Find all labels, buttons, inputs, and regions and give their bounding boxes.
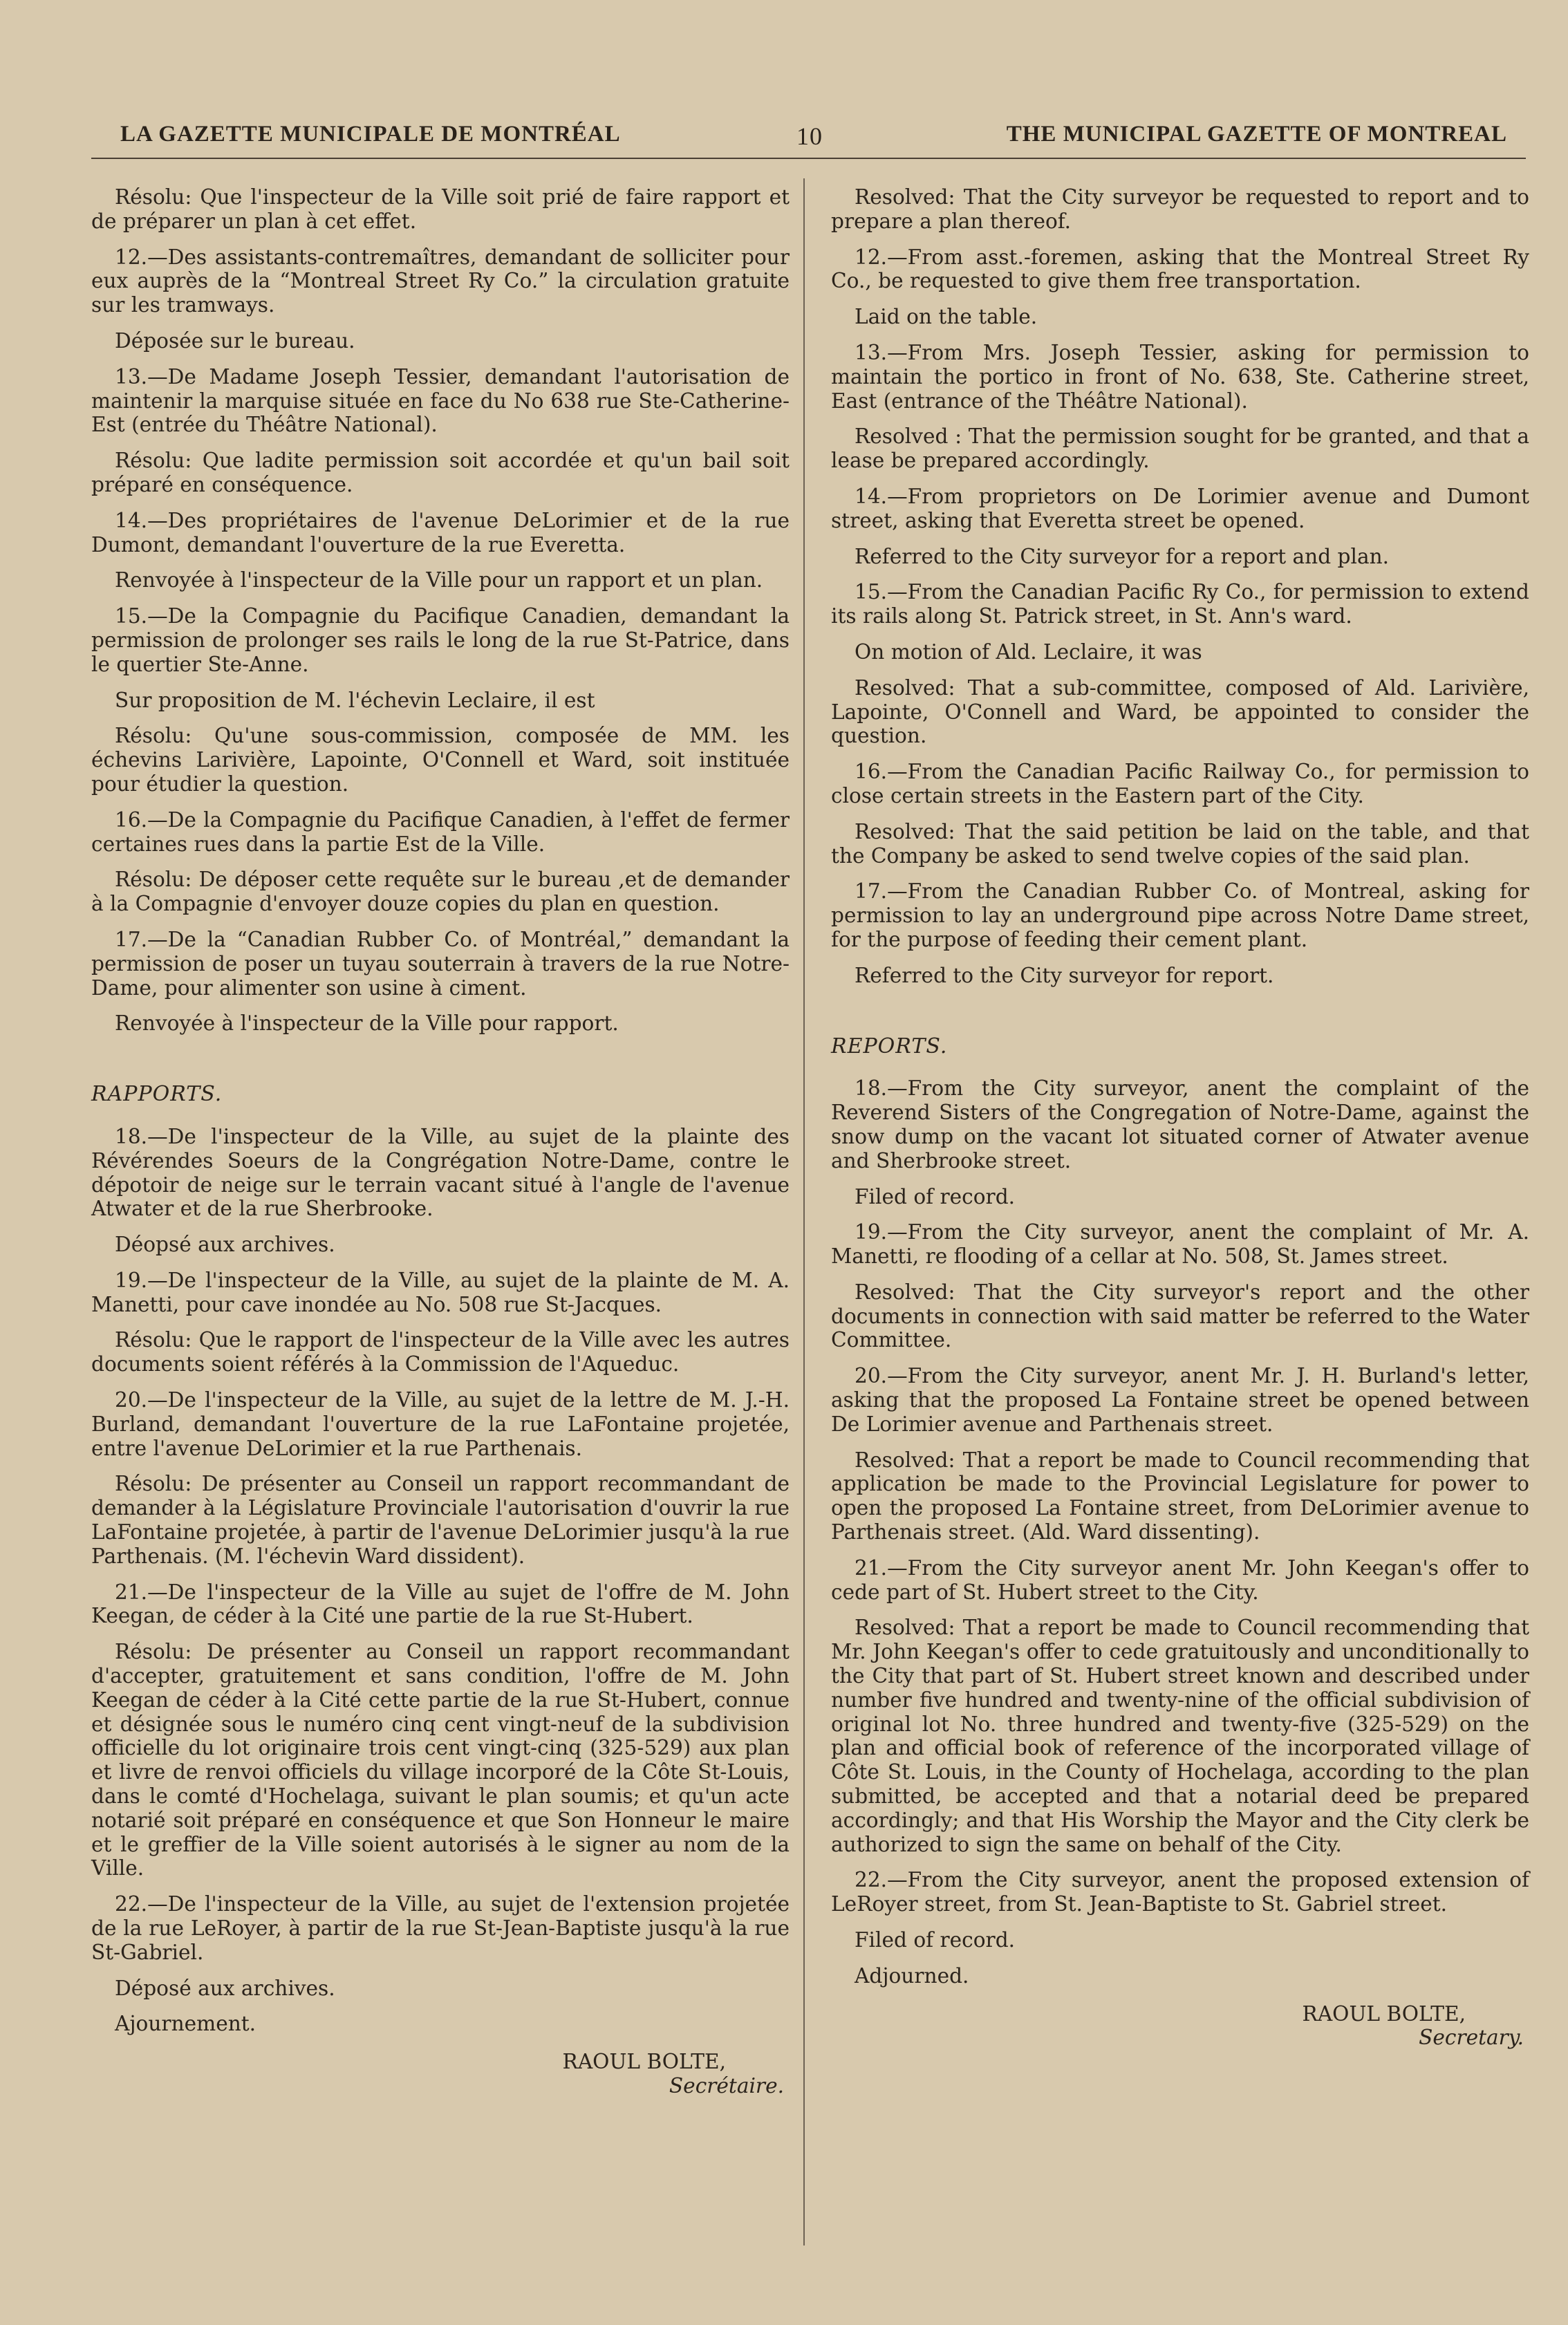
- paragraph: Resolved: That a sub-committee, composed of Ald. Larivière, Lapointe, O'Connell and Ward, be appointed to consider the question.: [831, 675, 1529, 748]
- paragraph: Déposé aux archives.: [115, 1976, 335, 2000]
- header-rule: [91, 158, 1526, 159]
- column-separator: [803, 178, 805, 2245]
- french-reports: [91, 1125, 790, 2036]
- paragraph: Résolu: Qu'une sous-commission, composée de MM. les échevins Larivière, Lapointe, O'Connell et Ward, soit instituée pour étudier la question.: [91, 724, 790, 796]
- paragraph: Resolved: That the said petition be laid on the table, and that the Company be asked to send twelve copies of the said plan.: [831, 819, 1529, 868]
- paragraph: Résolu: Que ladite permission soit accordée et qu'un bail soit préparé en conséquence.: [91, 449, 790, 496]
- paragraph: Resolved: That a report be made to Council recommending that application be made to the Provincial Legislature for power to open the proposed La Fontaine street, from DeLorimier avenue to Parthenais street. (Ald. Ward dissenting).: [831, 1448, 1529, 1544]
- paragraph: Renvoyée à l'inspecteur de la Ville pour un rapport et un plan.: [115, 568, 763, 592]
- paragraph: Ajournement.: [115, 2012, 256, 2036]
- paragraph: 18.—From the City surveyor, anent the complaint of the Reverend Sisters of the Congregation of Notre-Dame, against the snow dump on the vacant lot situated corner of Atwater avenue and Sherbrooke street.: [831, 1076, 1529, 1173]
- paragraph: Referred to the City surveyor for a report and plan.: [855, 544, 1390, 568]
- paragraph: Résolu: Que l'inspecteur de la Ville soit prié de faire rapport et de préparer un plan à cet effet.: [91, 185, 790, 233]
- paragraph: Sur proposition de M. l'échevin Leclaire, il est: [115, 688, 595, 712]
- paragraph: 14.—From proprietors on De Lorimier avenue and Dumont street, asking that Everetta street be opened.: [831, 484, 1529, 532]
- paragraph: Referred to the City surveyor for report.: [855, 963, 1274, 987]
- paragraph: 17.—From the Canadian Rubber Co. of Montreal, asking for permission to lay an underground pipe across Notre Dame street, for the purpose of feeding their cement plant.: [831, 879, 1529, 951]
- paragraph: 21.—De l'inspecteur de la Ville au sujet de l'offre de M. John Keegan, de céder à la Cité une partie de la rue St-Hubert.: [91, 1580, 790, 1628]
- french-signature: [91, 2050, 790, 2098]
- signature-name: RAOUL BOLTE,: [1302, 2001, 1466, 2026]
- paragraph: Filed of record.: [855, 1184, 1016, 1208]
- paragraph: 22.—From the City surveyor, anent the proposed extension of LeRoyer street, from St. Jean-Baptiste to St. Gabriel street.: [831, 1868, 1529, 1916]
- signature-name: RAOUL BOLTE,: [562, 2050, 726, 2074]
- paragraph: 15.—From the Canadian Pacific Ry Co., for permission to extend its rails along St. Patrick street, in St. Ann's ward.: [831, 580, 1529, 628]
- paragraph: Résolu: Que le rapport de l'inspecteur de la Ville avec les autres documents soient référés à la Commission de l'Aqueduc.: [91, 1328, 790, 1376]
- french-section-title: RAPPORTS.: [91, 1082, 223, 1107]
- paragraph: 22.—De l'inspecteur de la Ville, au sujet de l'extension projetée de la rue LeRoyer, à partir de la rue St-Jean-Baptiste jusqu'à la rue St-Gabriel.: [91, 1892, 790, 1964]
- paragraph: 18.—De l'inspecteur de la Ville, au sujet de la plainte des Révérendes Soeurs de la Congrégation Notre-Dame, contre le dépotoir de neige sur le terrain vacant situé à l'angle de l'avenue Atwater et de la rue Sherbrooke.: [91, 1124, 790, 1221]
- paragraph: 15.—De la Compagnie du Pacifique Canadien, demandant la permission de prolonger ses rails le long de la rue St-Patrice, dans le quertier Ste-Anne.: [91, 604, 790, 676]
- english-reports: [831, 1076, 1529, 1988]
- paragraph: Resolved : That the permission sought for be granted, and that a lease be prepared accordingly.: [831, 424, 1529, 473]
- english-minutes: [831, 185, 1529, 988]
- paragraph: 19.—De l'inspecteur de la Ville, au sujet de la plainte de M. A. Manetti, pour cave inondée au No. 508 rue St-Jacques.: [91, 1268, 790, 1316]
- paragraph: 20.—De l'inspecteur de la Ville, au sujet de la lettre de M. J.-H. Burland, demandant l'ouverture de la rue LaFontaine projetée, entre l'avenue DeLorimier et la rue Parthenais.: [91, 1388, 790, 1460]
- paragraph: 13.—De Madame Joseph Tessier, demandant l'autorisation de maintenir la marquise située en face du No 638 rue Ste-Catherine-Est (entrée du Théâtre National).: [91, 364, 790, 437]
- paragraph: 16.—From the Canadian Pacific Railway Co., for permission to close certain streets in the Eastern part of the City.: [831, 760, 1529, 807]
- paragraph: 12.—Des assistants-contremaîtres, demandant de solliciter pour eux auprès de la “Montreal Street Ry Co.” la circulation gratuite sur les tramways.: [91, 245, 790, 317]
- english-section-title: REPORTS.: [831, 1034, 948, 1058]
- paragraph: Resolved: That the City surveyor be requested to report and to prepare a plan thereof.: [831, 185, 1529, 233]
- paragraph: 17.—De la “Canadian Rubber Co. of Montréal,” demandant la permission de poser un tuyau souterrain à travers de la rue Notre-Dame, pour alimenter son usine à ciment.: [91, 927, 790, 1000]
- paragraph: On motion of Ald. Leclaire, it was: [855, 639, 1202, 664]
- paragraph: 19.—From the City surveyor, anent the complaint of Mr. A. Manetti, re flooding of a cellar at No. 508, St. James street.: [831, 1220, 1529, 1269]
- paragraph: Résolu: De présenter au Conseil un rapport recommandant d'accepter, gratuitement et sans condition, l'offre de M. John Keegan de céder à la Cité cette partie de la rue St-Hubert, connue et désignée sous le numéro cinq cent vingt-neuf de la subdivision officielle du lot originaire trois cent vingt-cinq (325-529) aux plan et livre de renvoi officiels du village incorporé de la Côte St-Louis, dans le comté d'Hochelaga, suivant le plan soumis; et qu'un acte notarié soit préparé en conséquence et que Son Honneur le maire et le greffier de la Ville soient autorisés à le signer au nom de la Ville.: [91, 1640, 790, 1880]
- paragraph: Déopsé aux archives.: [115, 1233, 335, 1257]
- english-column: [831, 185, 1529, 2050]
- signature-title: Secrétaire.: [669, 2074, 784, 2098]
- french-column: [91, 185, 790, 2098]
- paragraph: Renvoyée à l'inspecteur de la Ville pour rapport.: [115, 1011, 619, 1036]
- paragraph: Résolu: De déposer cette requête sur le bureau ,et de demander à la Compagnie d'envoyer douze copies du plan en question.: [91, 868, 790, 916]
- paragraph: 12.—From asst.-foremen, asking that the Montreal Street Ry Co., be requested to give them free transportation.: [831, 245, 1529, 293]
- paragraph: Déposée sur le bureau.: [115, 328, 355, 353]
- signature-title: Secretary.: [1419, 2026, 1524, 2050]
- paragraph: Adjourned.: [855, 1963, 969, 1988]
- paragraph: Resolved: That a report be made to Council recommending that Mr. John Keegan's offer to cede gratuitously and unconditionally to the City that part of St. Hubert street known and described under number five hundred and twenty-nine of the official subdivision of original lot No. three hundred and twenty-five (325-529) on the plan and official book of reference of the incorporated village of Côte St. Louis, in the County of Hochelaga, according to the plan submitted, be accepted and that a notarial deed be prepared accordingly; and that His Worship the Mayor and the City clerk be authorized to sign the same on behalf of the City.: [831, 1616, 1529, 1856]
- paragraph: Résolu: De présenter au Conseil un rapport recommandant de demander à la Législature Provinciale l'autorisation d'ouvrir la rue LaFontaine projetée, à partir de l'avenue DeLorimier jusqu'à la rue Parthenais. (M. l'échevin Ward dissident).: [91, 1472, 790, 1568]
- paragraph: 20.—From the City surveyor, anent Mr. J. H. Burland's letter, asking that the proposed La Fontaine street be opened between De Lorimier avenue and Parthenais street.: [831, 1364, 1529, 1436]
- header-french-title: LA GAZETTE MUNICIPALE DE MONTRÉAL: [120, 122, 621, 147]
- paragraph: Filed of record.: [855, 1928, 1016, 1952]
- paragraph: 13.—From Mrs. Joseph Tessier, asking for permission to maintain the portico in front of No. 638, Ste. Catherine street, East (entrance of the Théâtre National).: [831, 340, 1529, 413]
- paragraph: 16.—De la Compagnie du Pacifique Canadien, à l'effet de fermer certaines rues dans la partie Est de la Ville.: [91, 807, 790, 856]
- paragraph: Resolved: That the City surveyor's report and the other documents in connection with said matter be referred to the Water Committee.: [831, 1280, 1529, 1352]
- paragraph: 21.—From the City surveyor anent Mr. John Keegan's offer to cede part of St. Hubert street to the City.: [831, 1556, 1529, 1604]
- english-signature: [831, 2002, 1529, 2051]
- paragraph: 14.—Des propriétaires de l'avenue DeLorimier et de la rue Dumont, demandant l'ouverture de la rue Everetta.: [91, 508, 790, 557]
- header-english-title: THE MUNICIPAL GAZETTE OF MONTREAL: [1006, 122, 1507, 147]
- page-number: 10: [796, 122, 823, 150]
- paragraph: Laid on the table.: [855, 305, 1038, 329]
- french-minutes: [91, 185, 790, 1036]
